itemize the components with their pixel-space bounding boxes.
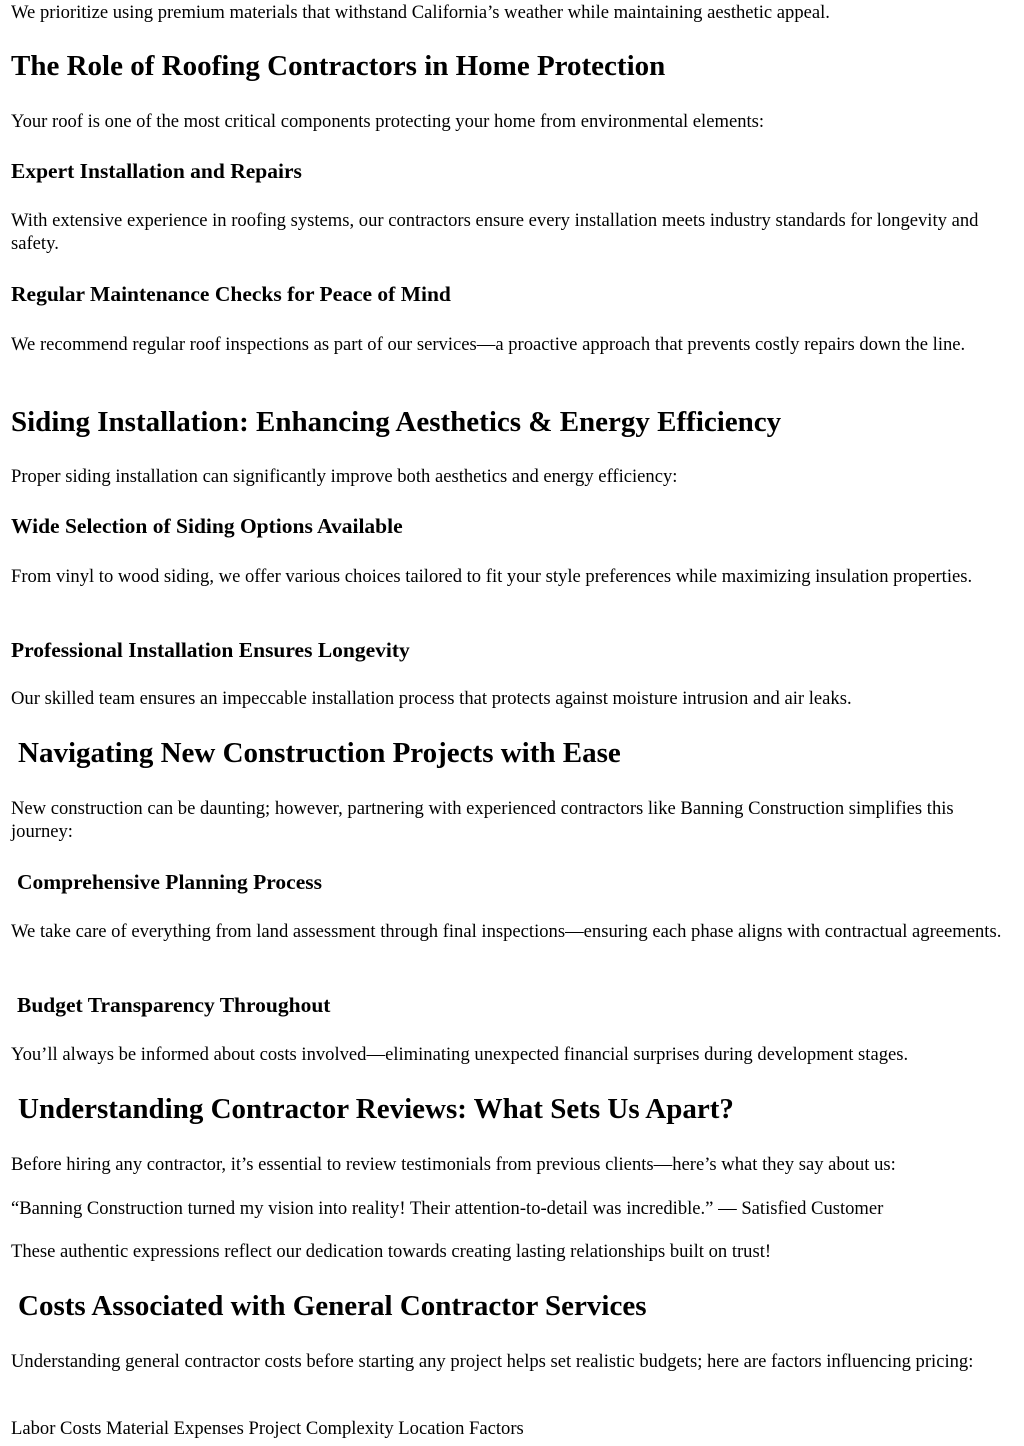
planning-heading: Comprehensive Planning Process bbox=[17, 870, 322, 894]
construction-heading: Navigating New Construction Projects with Ease bbox=[18, 737, 621, 769]
reviews-intro: Before hiring any contractor, it’s essential to review testimonials from previous clients—here’s what they say about us: bbox=[11, 1154, 896, 1175]
planning-text: We take care of everything from land assessment through final inspections—ensuring each phase aligns with contractual agreements. bbox=[11, 921, 1002, 942]
costs-heading: Costs Associated with General Contractor Services bbox=[18, 1290, 647, 1322]
roofing-heading: The Role of Roofing Contractors in Home Protection bbox=[11, 50, 666, 82]
siding-heading: Siding Installation: Enhancing Aesthetics & Energy Efficiency bbox=[11, 406, 782, 438]
reviews-heading: Understanding Contractor Reviews: What Sets Us Apart? bbox=[18, 1093, 734, 1125]
expert-installation-heading: Expert Installation and Repairs bbox=[11, 159, 302, 183]
intro-tail-paragraph: We prioritize using premium materials that withstand California’s weather while maintaining aesthetic appeal. bbox=[11, 2, 830, 23]
roofing-intro: Your roof is one of the most critical components protecting your home from environmental elements: bbox=[11, 111, 765, 132]
siding-intro: Proper siding installation can significantly improve both aesthetics and energy efficiency: bbox=[11, 466, 678, 487]
testimonial-quote: “Banning Construction turned my vision into reality! Their attention-to-detail was incredible.” — Satisfied Customer bbox=[11, 1198, 884, 1219]
cost-factors-list: Labor Costs Material Expenses Project Complexity Location Factors bbox=[11, 1418, 524, 1439]
siding-options-text: From vinyl to wood siding, we offer various choices tailored to fit your style preferences while maximizing insulation properties. bbox=[11, 566, 973, 587]
maintenance-text: We recommend regular roof inspections as part of our services—a proactive approach that prevents costly repairs down the line. bbox=[11, 334, 966, 355]
reviews-closing: These authentic expressions reflect our dedication towards creating lasting relationships built on trust! bbox=[11, 1241, 772, 1262]
construction-intro: New construction can be daunting; however, partnering with experienced contractors like Banning Construction simplifies this journey: bbox=[11, 798, 954, 842]
professional-installation-heading: Professional Installation Ensures Longevity bbox=[11, 638, 410, 662]
costs-intro: Understanding general contractor costs before starting any project helps set realistic budgets; here are factors influencing pricing: bbox=[11, 1351, 974, 1372]
siding-options-heading: Wide Selection of Siding Options Available bbox=[11, 514, 403, 538]
budget-heading: Budget Transparency Throughout bbox=[17, 993, 331, 1017]
budget-text: You’ll always be informed about costs involved—eliminating unexpected financial surprises during development stages. bbox=[11, 1044, 909, 1065]
professional-installation-text: Our skilled team ensures an impeccable installation process that protects against moisture intrusion and air leaks. bbox=[11, 688, 852, 709]
expert-installation-text: With extensive experience in roofing systems, our contractors ensure every installation meets industry standards for longevity and safety. bbox=[11, 210, 979, 254]
maintenance-heading: Regular Maintenance Checks for Peace of Mind bbox=[11, 282, 451, 306]
